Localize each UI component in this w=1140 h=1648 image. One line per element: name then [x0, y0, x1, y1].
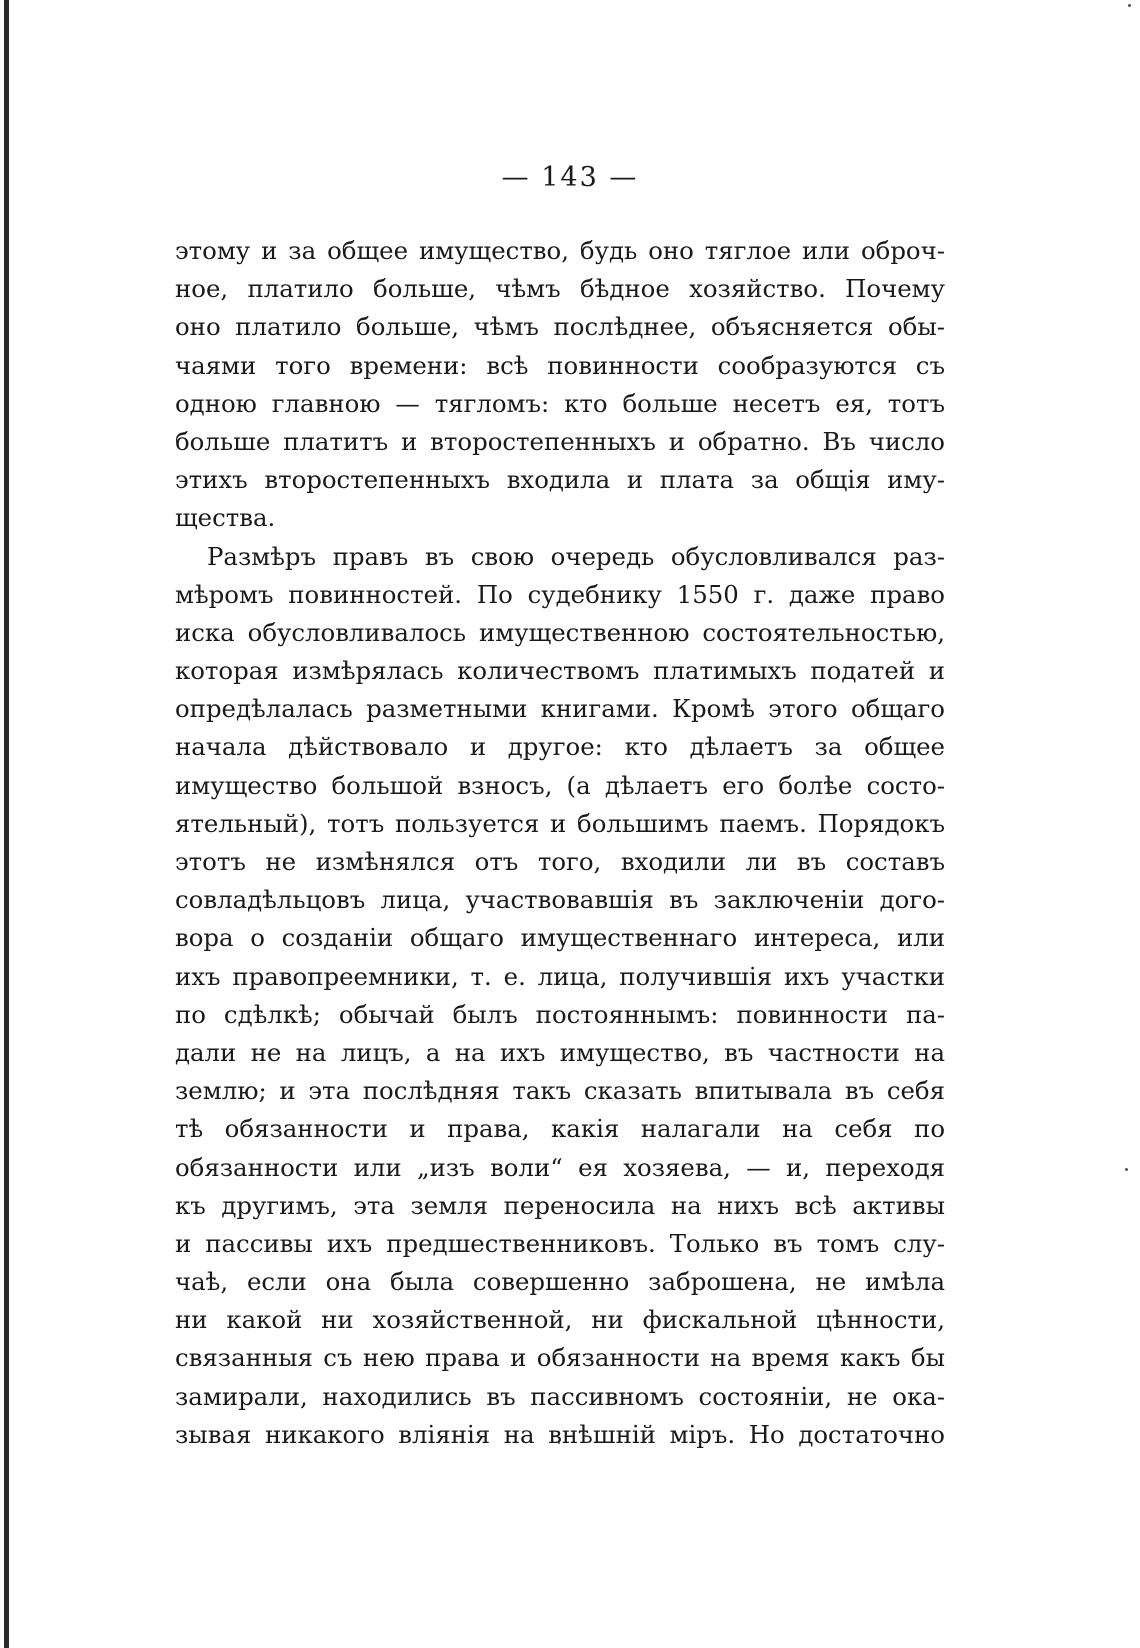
scan-speck	[1128, 4, 1131, 7]
text-line: мѣромъ повинностей. По судебнику 1550 г. даже право	[175, 579, 945, 609]
text-line: ихъ правопреемники, т. е. лица, получившія ихъ участки	[175, 961, 945, 991]
text-line: больше платитъ и второстепенныхъ и обратно. Въ число	[175, 426, 945, 456]
paragraph-1	[175, 232, 945, 538]
paragraph-2	[175, 538, 945, 1455]
text-line: имущество большой взносъ, (а дѣлаетъ его болѣе состо-	[175, 770, 945, 800]
text-line: опредѣлалась разметными книгами. Кромѣ этого общаго	[175, 694, 945, 724]
text-line: чаѣ, если она была совершенно заброшена, не имѣла	[175, 1267, 945, 1297]
text-line: обязанности или „изъ воли“ ея хозяева, — и, переходя	[175, 1152, 945, 1182]
text-line: этихъ второстепенныхъ входила и плата за общія иму-	[175, 465, 945, 495]
scan-speck	[1125, 1168, 1128, 1171]
text-line: вора о созданіи общаго имущественнаго интереса, или	[175, 923, 945, 953]
text-line: дали не на лицъ, а на ихъ имущество, въ частности на	[175, 1037, 945, 1067]
text-line: къ другимъ, эта земля переносила на нихъ всѣ активы	[175, 1190, 945, 1220]
page-number: — 143 —	[501, 162, 639, 193]
text-line: связанныя съ нею права и обязанности на время какъ бы	[175, 1343, 945, 1373]
text-line: одною главною — тягломъ: кто больше несетъ ея, тотъ	[175, 388, 945, 418]
text-line: оно платило больше, чѣмъ послѣднее, объясняется обы-	[175, 312, 945, 342]
text-line: ятельный), тотъ пользуется и большимъ паемъ. Порядокъ	[175, 808, 945, 838]
text-line: чаями того времени: всѣ повинности сообразуются съ	[175, 350, 945, 380]
page-left-edge-rule	[4, 0, 9, 1648]
text-line: ни какой ни хозяйственной, ни фискальной цѣнности,	[175, 1305, 945, 1335]
text-line: ное, платило больше, чѣмъ бѣдное хозяйство. Почему	[175, 274, 945, 304]
body-text	[175, 232, 945, 1454]
text-line: и пассивы ихъ предшественниковъ. Только въ томъ слу-	[175, 1228, 945, 1258]
text-line: зывая никакого вліянія на внѣшній міръ. Но достаточно	[175, 1419, 945, 1449]
text-line: тѣ обязанности и права, какія налагали на себя по	[175, 1114, 945, 1144]
text-line: Размѣръ правъ въ свою очередь обусловливался раз-	[207, 541, 945, 571]
text-line: которая измѣрялась количествомъ платимыхъ податей и	[175, 656, 945, 686]
text-line: иска обусловливалось имущественною состоятельностью,	[175, 617, 945, 647]
text-line: этому и за общее имущество, будь оно тяглое или оброч-	[175, 236, 945, 265]
text-line: щества.	[175, 503, 276, 533]
text-line: совладѣльцовъ лица, участвовавшія въ заключеніи дого-	[175, 885, 945, 915]
text-line: по сдѣлкѣ; обычай былъ постояннымъ: повинности па-	[175, 999, 945, 1029]
text-line: замирали, находились въ пассивномъ состояніи, не ока-	[175, 1381, 945, 1411]
text-line: землю; и эта послѣдняя такъ сказать впитывала въ себя	[175, 1076, 945, 1106]
text-line: начала дѣйствовало и другое: кто дѣлаетъ за общее	[175, 732, 945, 762]
text-line: этотъ не измѣнялся отъ того, входили ли въ составъ	[175, 847, 945, 876]
